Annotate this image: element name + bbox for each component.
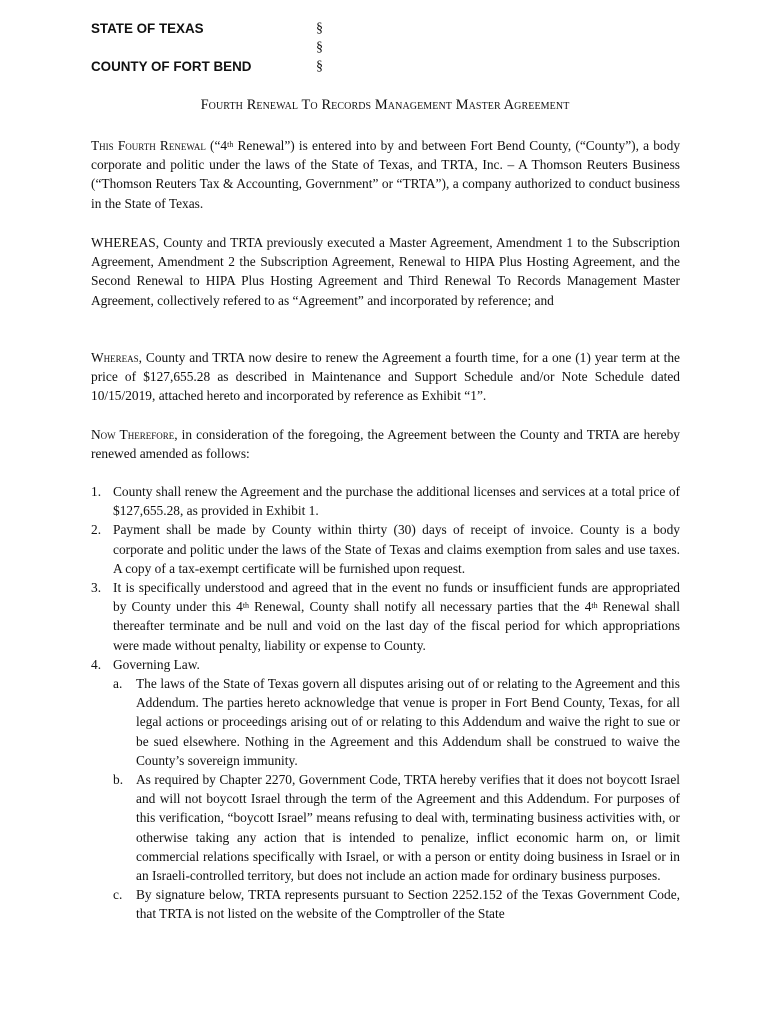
list-item-number: 1. <box>91 484 102 499</box>
list-item-text: Governing Law. <box>113 656 200 672</box>
list-item <box>91 482 680 520</box>
header-county: COUNTY OF FORT BEND <box>91 59 252 74</box>
list-item-number: 4. <box>91 656 102 672</box>
intro-lead: This Fourth Renewal <box>91 138 206 153</box>
sublist-item-letter: b. <box>113 772 124 788</box>
list-item-text: County shall renew the Agreement and the purchase the additional licenses and services at a total price of $127,655.28, as provided in Exhibit 1. <box>113 484 680 519</box>
sublist-item-text: By signature below, TRTA represents pursuant to Section 2252.152 of the Texas Government Code, that TRTA is not listed on the website of the Comptroller of the State <box>136 887 680 922</box>
list-item <box>91 520 680 578</box>
ordinal-sup: th <box>591 601 598 611</box>
intro-ordinal-sup: th <box>227 140 234 149</box>
ordinal-sup: th <box>242 601 250 611</box>
now-therefore-paragraph <box>91 425 680 463</box>
whereas-text: , County and TRTA now desire to renew the Agreement a fourth time, for a one (1) year term at the price of $127,655.28 as described in Maintenance and Support Schedule and/or Note Schedule dated 10/15/2019, attached hereto and incorporated by reference as Exhibit “1”. <box>91 350 680 404</box>
list-item-number: 2. <box>91 522 102 538</box>
sublist-item-text: The laws of the State of Texas govern all disputes arising out of or relating to the Agreement and this Addendum. The parties hereto acknowledge that venue is proper in Fort Bend County, Texas, for all legal actions or proceedings arising out of or relating to this Addendum and waive the right to sue or be sued elsewhere. Nothing in the Agreement and this Addendum shall be construed to waive the County’s sovereign immunity. <box>136 676 680 768</box>
section-mark: § <box>316 21 323 36</box>
sublist-item-letter: a. <box>113 676 123 692</box>
list-item-number: 3. <box>91 580 102 596</box>
sublist-item <box>113 674 680 770</box>
list-item-text: It is specifically understood and agreed that in the event no funds or insufficient funds are appropriated by County under this 4 <box>113 580 680 615</box>
sublist-item <box>113 885 680 923</box>
whereas-paragraph-2 <box>91 348 680 406</box>
renewal-terms-list <box>91 482 680 924</box>
now-therefore-lead: Now Therefore <box>91 427 175 442</box>
intro-ordinal: (“4 <box>205 138 228 153</box>
header-state: STATE OF TEXAS <box>91 21 204 36</box>
now-therefore-text: , in consideration of the foregoing, the Agreement between the County and TRTA are hereby renewed amended as follows: <box>91 427 680 462</box>
list-item-text: Renewal, County shall notify all necessary parties that the 4 <box>249 599 592 615</box>
intro-paragraph <box>91 136 680 213</box>
list-item <box>91 578 680 655</box>
governing-law-sublist <box>113 674 680 924</box>
sublist-item-text: As required by Chapter 2270, Government Code, TRTA hereby verifies that it does not boycott Israel and will not boycott Israel through the term of the Agreement and this Addendum. For purposes of this verification, “boycott Israel” means refusing to deal with, terminating business activities with, or otherwise taking any action that is intended to penalize, inflict economic harm on, or limit commercial relations specifically with Israel, or with a person or entity doing business in Israel or in an Israeli-controlled territory, but does not include an action made for ordinary business purposes. <box>136 772 680 884</box>
section-mark: § <box>316 40 323 55</box>
whereas-lead: Whereas <box>91 350 139 365</box>
document-title: Fourth Renewal To Records Management Master Agreement <box>200 97 570 113</box>
intro-text: Renewal”) is entered into by and between Fort Bend County, (“County”), a body corporate and politic under the laws of the State of Texas, and TRTA, Inc. – A Thomson Reuters Business (“Thomson Reuters Tax & Accounting, Government” or “TRTA”), a company authorized to conduct business in the State of Texas. <box>91 138 681 211</box>
list-item <box>91 655 680 924</box>
list-item-text: Renewal shall thereafter terminate and be null and void on the last day of the fiscal period for which appropriations were made without penalty, liability or expense to County. <box>113 599 680 653</box>
list-item-text: Payment shall be made by County within thirty (30) days of receipt of invoice. County is a body corporate and politic under the laws of the State of Texas and claims exemption from sales and use taxes. A copy of a tax-exempt certificate will be furnished upon request. <box>113 522 680 576</box>
sublist-item <box>113 770 680 885</box>
section-mark: § <box>316 59 323 74</box>
whereas-paragraph-1: WHEREAS, County and TRTA previously executed a Master Agreement, Amendment 1 to the Subscription Agreement, Amendment 2 the Subscription Agreement, Renewal to HIPA Plus Hosting Agreement, and the Second Renewal to HIPA Plus Hosting Agreement and Third Renewal To Records Management Master Agreement, collectively refered to as “Agreement” and incorporated by reference; and <box>91 235 680 308</box>
sublist-item-letter: c. <box>113 887 123 903</box>
